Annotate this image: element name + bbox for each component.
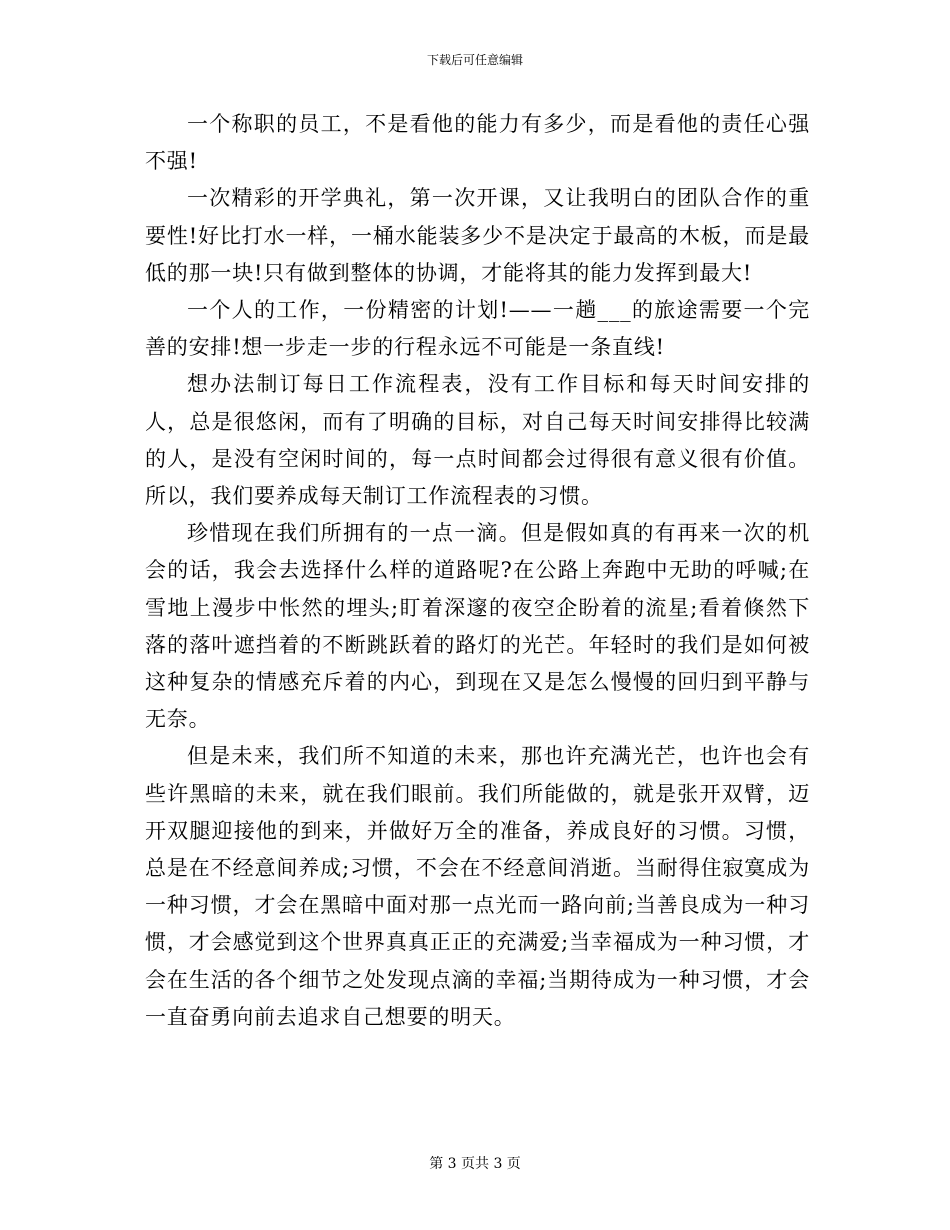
- page-footer: 第 3 页共 3 页: [429, 1156, 521, 1172]
- page-header: 下载后可任意编辑: [426, 53, 523, 67]
- paragraph-3: 一个人的工作，一份精密的计划!——一趟___的旅途需要一个完善的安排!想一步走一步的行程永远不可能是一条直线!: [145, 298, 810, 360]
- paragraph-1: 一个称职的员工，不是看他的能力有多少，而是看他的责任心强不强!: [145, 112, 810, 174]
- paragraph-5: 珍惜现在我们所拥有的一点一滴。但是假如真的有再来一次的机会的话，我会去选择什么样的道路呢?在公路上奔跑中无助的呼喊;在雪地上漫步中怅然的埋头;盯着深邃的夜空企盼着的流星;看着倏然下落的落叶遮挡着的不断跳跃着的路灯的光芒。年轻时的我们是如何被这种复杂的情感充斥着的内心，到现在又是怎么慢慢的回归到平静与无奈。: [145, 521, 810, 732]
- document-body: [145, 106, 810, 1036]
- paragraph-6: 但是未来，我们所不知道的未来，那也许充满光芒，也许也会有些许黑暗的未来，就在我们眼前。我们所能做的，就是张开双臂，迈开双腿迎接他的到来，并做好万全的准备，养成良好的习惯。习惯，总是在不经意间养成;习惯，不会在不经意间消逝。当耐得住寂寞成为一种习惯，才会在黑暗中面对那一点光而一路向前;当善良成为一种习惯，才会感觉到这个世界真真正正的充满爱;当幸福成为一种习惯，才会在生活的各个细节之处发现点滴的幸福;当期待成为一种习惯，才会一直奋勇向前去追求自己想要的明天。: [145, 744, 810, 1029]
- paragraph-4: 想办法制订每日工作流程表，没有工作目标和每天时间安排的人，总是很悠闲，而有了明确的目标，对自己每天时间安排得比较满的人，是没有空闲时间的，每一点时间都会过得很有意义很有价值。所以，我们要养成每天制订工作流程表的习惯。: [145, 372, 810, 509]
- paragraph-2: 一次精彩的开学典礼，第一次开课，又让我明白的团队合作的重要性!好比打水一样，一桶水能装多少不是决定于最高的木板，而是最低的那一块!只有做到整体的协调，才能将其的能力发挥到最大!: [145, 186, 810, 285]
